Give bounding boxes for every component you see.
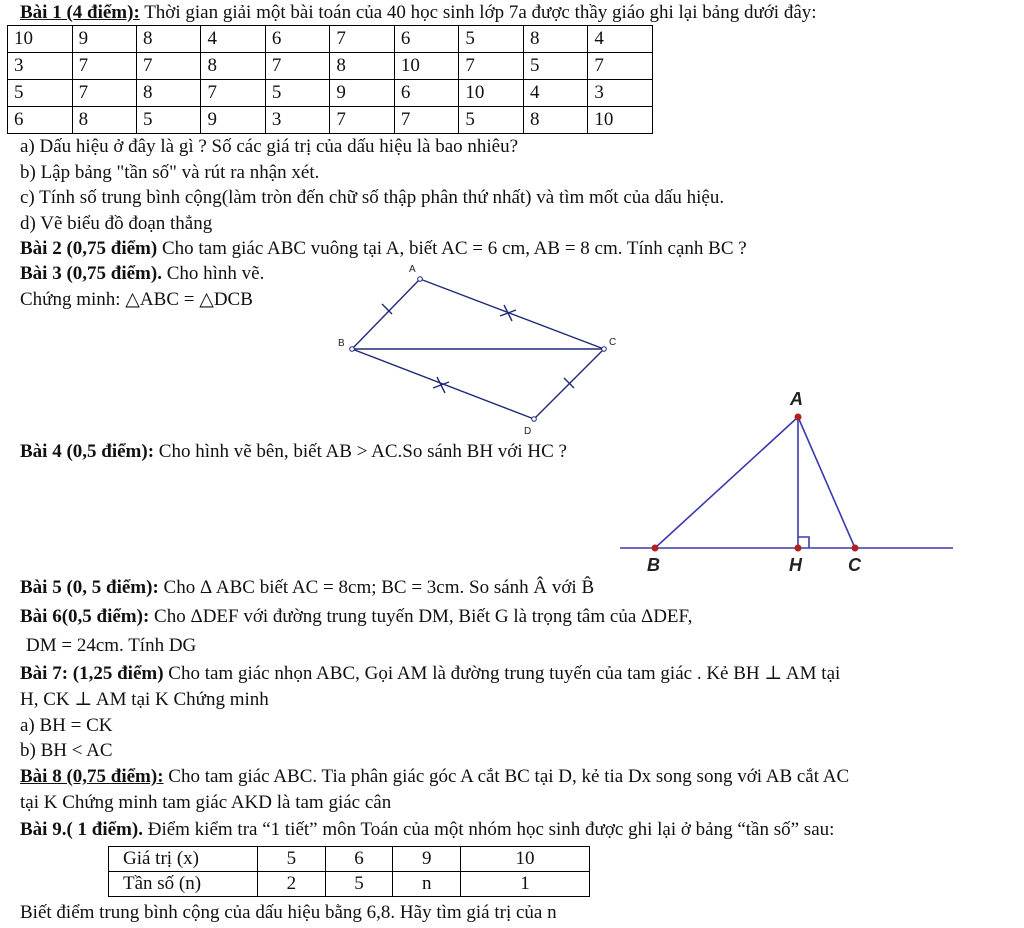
bai9-title: Bài 9.( 1 điểm). <box>20 819 143 840</box>
fig1-label-a: A <box>409 264 416 275</box>
table-row <box>8 80 653 107</box>
bai7-title: Bài 7: (1,25 điểm) <box>20 663 164 684</box>
bai1-question-a: a) Dấu hiệu ở đây là gì ? Số các giá trị của dấu hiệu là bao nhiêu? <box>20 136 519 157</box>
bai2-title: Bài 2 (0,75 điểm) <box>20 238 158 259</box>
table-cell: 7 <box>72 53 136 80</box>
table-cell: 10 <box>459 80 524 107</box>
table-cell: 5 <box>459 26 524 53</box>
bai9-frequency-table <box>108 846 590 897</box>
bai7-question-b: b) BH < AC <box>20 740 113 761</box>
bai9-line <box>20 819 834 841</box>
table-cell: 10 <box>588 107 653 134</box>
bai3-proof: Chứng minh: △ABC = △DCB <box>20 289 253 310</box>
bai6-text: Cho ΔDEF với đường trung tuyến DM, Biết G là trọng tâm của ΔDEF, <box>149 606 693 627</box>
table-cell: 7 <box>394 107 459 134</box>
table-cell: 10 <box>394 53 459 80</box>
table-cell: 5 <box>459 107 524 134</box>
bai4-figure <box>615 385 960 580</box>
bai9-cell: Giá trị (x) <box>109 847 258 872</box>
bai1-question-c: c) Tính số trung bình cộng(làm tròn đến chữ số thập phân thứ nhất) và tìm mốt của dấu hiệu. <box>20 187 725 208</box>
bai1-title: Bài 1 (4 điểm): <box>20 2 140 23</box>
bai9-row-frequency <box>109 872 590 897</box>
bai9-text: Điểm kiểm tra “1 tiết” môn Toán của một nhóm học sinh được ghi lại ở bảng “tần số” sau: <box>142 819 835 840</box>
bai9-cell: 1 <box>461 872 590 897</box>
table-cell: 4 <box>201 26 265 53</box>
fig1-label-b: B <box>338 338 345 349</box>
table-cell: 7 <box>137 53 201 80</box>
table-cell: 8 <box>523 26 587 53</box>
table-cell: 3 <box>265 107 329 134</box>
bai7-line2: H, CK ⊥ AM tại K Chứng minh <box>20 689 269 710</box>
table-cell: 10 <box>8 26 73 53</box>
bai4-line <box>20 441 567 463</box>
bai1-question-b: b) Lập bảng "tần số" và rút ra nhận xét. <box>20 162 320 183</box>
table-cell: 6 <box>8 107 73 134</box>
bai4-title: Bài 4 (0,5 điểm): <box>20 441 155 462</box>
fig2-label-c: C <box>848 555 861 575</box>
fig2-label-b: B <box>647 555 660 575</box>
table-row <box>8 26 653 53</box>
bai9-cell: 10 <box>461 847 590 872</box>
bai4-text: Cho hình vẽ bên, biết AB > AC.So sánh BH với HC ? <box>154 441 567 462</box>
fig1-label-d: D <box>524 426 532 437</box>
table-cell: 7 <box>330 26 394 53</box>
bai6-title: Bài 6(0,5 điểm): <box>20 606 150 627</box>
table-cell: 6 <box>394 26 459 53</box>
bai3-figure <box>330 260 630 440</box>
bai6-line2: DM = 24cm. Tính DG <box>26 635 197 656</box>
table-cell: 9 <box>201 107 265 134</box>
fig2-label-a: A <box>790 389 803 409</box>
bai5-text: Cho Δ ABC biết AC = 8cm; BC = 3cm. So sánh Â với B̂ <box>158 577 595 598</box>
table-cell: 7 <box>201 80 265 107</box>
bai1-question-d: d) Vẽ biểu đồ đoạn thẳng <box>20 213 213 234</box>
bai7-question-a: a) BH = CK <box>20 715 113 736</box>
table-cell: 6 <box>265 26 329 53</box>
table-cell: 5 <box>137 107 201 134</box>
table-cell: 5 <box>523 53 587 80</box>
table-cell: 7 <box>330 107 394 134</box>
bai9-cell: 2 <box>258 872 326 897</box>
bai1-heading <box>20 2 817 24</box>
bai2-line <box>20 238 747 260</box>
bai8-title: Bài 8 (0,75 điểm): <box>20 766 164 787</box>
bai9-cell: 9 <box>393 847 461 872</box>
table-cell: 5 <box>8 80 73 107</box>
table-cell: 9 <box>330 80 394 107</box>
bai9-cell: Tần số (n) <box>109 872 258 897</box>
bai2-text: Cho tam giác ABC vuông tại A, biết AC = 6 cm, AB = 8 cm. Tính cạnh BC ? <box>157 238 747 259</box>
table-cell: 5 <box>265 80 329 107</box>
bai9-cell: 5 <box>258 847 326 872</box>
bai5-line <box>20 577 594 599</box>
table-row <box>8 107 653 134</box>
table-cell: 4 <box>523 80 587 107</box>
bai9-row-values <box>109 847 590 872</box>
table-cell: 8 <box>523 107 587 134</box>
table-row <box>8 53 653 80</box>
table-cell: 7 <box>72 80 136 107</box>
bai1-intro: Thời gian giải một bài toán của 40 học sinh lớp 7a được thầy giáo ghi lại bảng dưới đây: <box>139 2 817 23</box>
bai8-line <box>20 766 849 788</box>
table-cell: 9 <box>72 26 136 53</box>
table-cell: 7 <box>265 53 329 80</box>
bai9-cell: 5 <box>325 872 393 897</box>
bai7-text: Cho tam giác nhọn ABC, Gọi AM là đường trung tuyến của tam giác . Kẻ BH ⊥ AM tại <box>163 663 841 684</box>
table-cell: 8 <box>330 53 394 80</box>
bai6-line <box>20 606 692 628</box>
table-cell: 8 <box>137 80 201 107</box>
table-cell: 3 <box>588 80 653 107</box>
fig2-label-h: H <box>789 555 802 575</box>
table-cell: 8 <box>137 26 201 53</box>
fig1-label-c: C <box>609 337 617 348</box>
bai3-title: Bài 3 (0,75 điểm). <box>20 263 162 284</box>
table-cell: 8 <box>72 107 136 134</box>
bai7-line <box>20 663 840 685</box>
table-cell: 7 <box>459 53 524 80</box>
bai3-text: Cho hình vẽ. <box>161 263 265 284</box>
bai5-title: Bài 5 (0, 5 điểm): <box>20 577 159 598</box>
bai9-cell: 6 <box>325 847 393 872</box>
table-cell: 7 <box>588 53 653 80</box>
bai1-data-table <box>7 25 653 134</box>
bai8-line2: tại K Chứng minh tam giác AKD là tam giác cân <box>20 792 392 813</box>
bai8-text: Cho tam giác ABC. Tia phân giác góc A cắt BC tại D, kẻ tia Dx song song với AB cắt AC <box>163 766 850 787</box>
bai9-footer: Biết điểm trung bình cộng của dấu hiệu bằng 6,8. Hãy tìm giá trị của n <box>20 902 557 923</box>
table-cell: 8 <box>201 53 265 80</box>
bai9-cell: n <box>393 872 461 897</box>
table-cell: 6 <box>394 80 459 107</box>
table-cell: 3 <box>8 53 73 80</box>
bai3-line <box>20 263 264 285</box>
table-cell: 4 <box>588 26 653 53</box>
